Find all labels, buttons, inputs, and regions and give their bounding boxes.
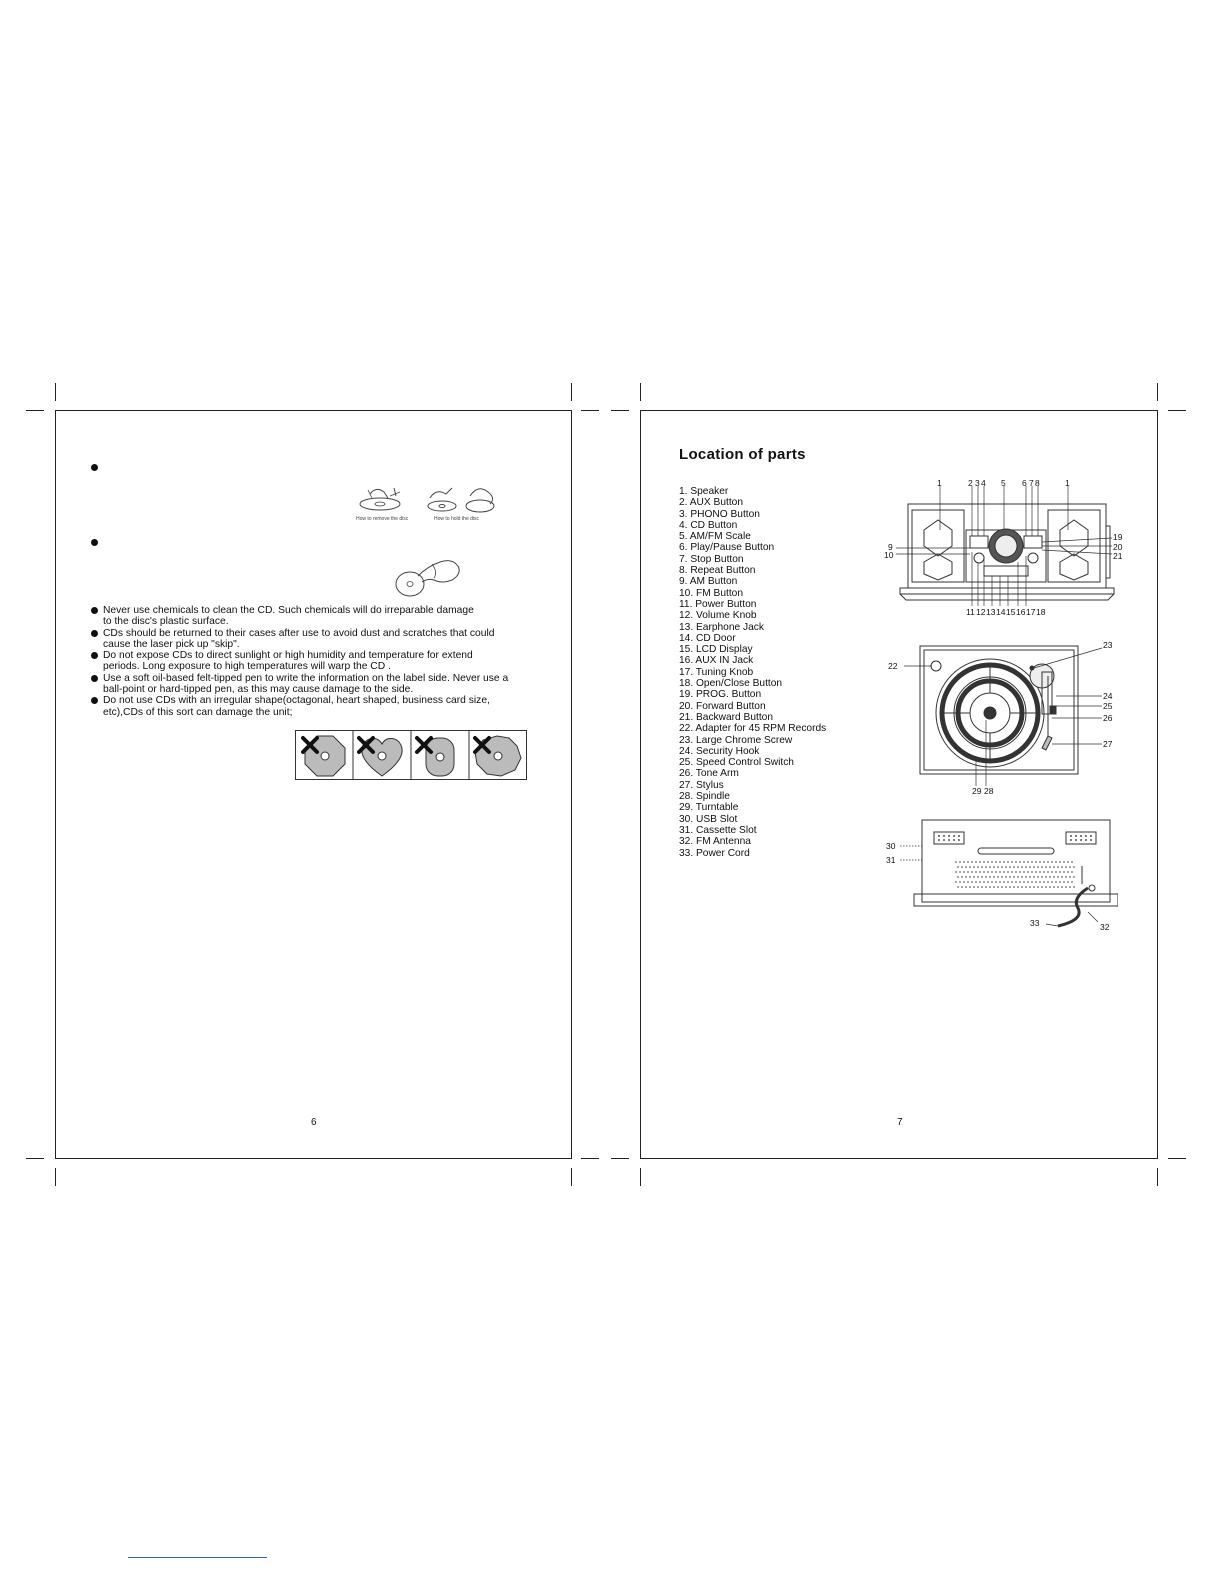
diagram-label: 16 xyxy=(1016,607,1026,617)
diagram-label: 9 xyxy=(888,542,893,552)
parts-list xyxy=(679,486,826,859)
grille-dot xyxy=(1071,861,1073,863)
grille-dot xyxy=(989,876,991,878)
grille-dot xyxy=(1043,871,1045,873)
diagram-label: 8 xyxy=(1035,478,1040,488)
grille-dot xyxy=(1007,871,1009,873)
grille-dot xyxy=(985,886,987,888)
grille-dot xyxy=(1069,876,1071,878)
top-view-diagram xyxy=(884,636,1120,798)
page-number: 6 xyxy=(311,1117,317,1128)
grille-dot xyxy=(1029,866,1031,868)
grille-dot xyxy=(1015,861,1017,863)
grille-dot xyxy=(1047,871,1049,873)
rear-view-diagram xyxy=(882,812,1118,936)
grille-dot xyxy=(1035,861,1037,863)
diagram-label: 24 xyxy=(1103,691,1113,701)
list-item: 25. Speed Control Switch xyxy=(679,757,794,769)
grille-dot xyxy=(1045,876,1047,878)
list-item: 30. USB Slot xyxy=(679,813,738,825)
list-item: Do not use CDs with an irregular shape(octagonal, heart shaped, business card size, etc),CDs of this sort can damage the unit; xyxy=(89,695,559,718)
grille-dot xyxy=(1041,866,1043,868)
grille-dot xyxy=(1017,886,1019,888)
grille-dot xyxy=(1067,871,1069,873)
diagram-label: 1 xyxy=(1065,478,1070,488)
diagram-label: 2 xyxy=(968,478,973,488)
grille-dot xyxy=(1071,871,1073,873)
crop-mark xyxy=(55,1168,56,1186)
front-view-diagram xyxy=(880,476,1130,624)
grille-dot xyxy=(1003,871,1005,873)
grille-dot xyxy=(1023,861,1025,863)
grille-dot xyxy=(1041,876,1043,878)
diagram-label: 18 xyxy=(1036,607,1046,617)
grille-dot xyxy=(961,886,963,888)
crop-mark xyxy=(640,1168,641,1186)
grille-dot xyxy=(993,876,995,878)
grille-dot xyxy=(1023,871,1025,873)
crop-mark xyxy=(611,410,629,411)
grille-dot xyxy=(987,871,989,873)
grille-dot xyxy=(1023,881,1025,883)
list-item: 19. PROG. Button xyxy=(679,689,762,701)
grille-dot xyxy=(1031,881,1033,883)
diagram-label: 28 xyxy=(984,786,994,796)
grille-dot xyxy=(957,876,959,878)
list-item: 22. Adapter for 45 RPM Records xyxy=(679,723,827,735)
crop-mark xyxy=(571,383,572,401)
list-item: 9. AM Button xyxy=(679,576,738,588)
grille-dot xyxy=(989,886,991,888)
grille-dot xyxy=(963,861,965,863)
list-item: 32. FM Antenna xyxy=(679,836,751,848)
crop-mark xyxy=(26,410,44,411)
grille-dot xyxy=(1025,866,1027,868)
grille-dot xyxy=(1029,886,1031,888)
grille-dot xyxy=(1033,866,1035,868)
grille-dot xyxy=(1013,886,1015,888)
grille-dot xyxy=(1045,886,1047,888)
grille-dot xyxy=(1065,886,1067,888)
crop-mark xyxy=(1168,1158,1186,1159)
grille-dot xyxy=(987,881,989,883)
grille-dot xyxy=(1049,866,1051,868)
grille-dot xyxy=(967,881,969,883)
grille-dot xyxy=(981,886,983,888)
list-item: 8. Repeat Button xyxy=(679,565,756,577)
list-item: 6. Play/Pause Button xyxy=(679,542,775,554)
diagram-label: 22 xyxy=(888,661,898,671)
diagram-label: 6 xyxy=(1022,478,1027,488)
grille-dot xyxy=(1041,886,1043,888)
grille-dot xyxy=(981,866,983,868)
grille-dot xyxy=(965,886,967,888)
grille-dot xyxy=(1057,866,1059,868)
grille-dot xyxy=(957,866,959,868)
diagram-label: 4 xyxy=(981,478,986,488)
grille-dot xyxy=(975,871,977,873)
caption-hold-disc: How to hold the disc xyxy=(434,516,480,522)
grille-dot xyxy=(977,886,979,888)
list-item: 15. LCD Display xyxy=(679,644,753,656)
list-item: 29. Turntable xyxy=(679,802,739,814)
diagram-label: 29 xyxy=(972,786,982,796)
grille-dot xyxy=(1021,886,1023,888)
grille-dot xyxy=(963,881,965,883)
diagram-label: 11 xyxy=(966,607,975,617)
grille-dot xyxy=(1015,881,1017,883)
grille-dot xyxy=(1067,861,1069,863)
irregular-cd-shapes xyxy=(295,730,527,780)
diagram-label: 21 xyxy=(1113,551,1123,561)
grille-dot xyxy=(1055,881,1057,883)
list-item: 24. Security Hook xyxy=(679,745,760,757)
grille-dot xyxy=(955,871,957,873)
crop-mark xyxy=(581,1158,599,1159)
grille-dot xyxy=(1009,866,1011,868)
crop-mark xyxy=(1157,383,1158,401)
grille-dot xyxy=(973,866,975,868)
list-item: 7. Stop Button xyxy=(679,553,744,565)
grille-dot xyxy=(959,861,961,863)
grille-dot xyxy=(1011,881,1013,883)
grille-dot xyxy=(1027,881,1029,883)
grille-dot xyxy=(995,871,997,873)
grille-dot xyxy=(1071,881,1073,883)
grille-dot xyxy=(989,866,991,868)
grille-dot xyxy=(1009,886,1011,888)
grille-dot xyxy=(1073,886,1075,888)
grille-dot xyxy=(985,866,987,868)
grille-dot xyxy=(1055,861,1057,863)
grille-dot xyxy=(1039,871,1041,873)
grille-dot xyxy=(1033,886,1035,888)
irregular-cd-illustration xyxy=(295,730,527,780)
grille-dot xyxy=(1019,861,1021,863)
crop-mark xyxy=(581,410,599,411)
grille-dot xyxy=(995,881,997,883)
grille-dot xyxy=(1025,876,1027,878)
speaker-grille xyxy=(955,861,1075,888)
grille-dot xyxy=(1027,871,1029,873)
bullet-dot xyxy=(91,464,98,471)
grille-dot xyxy=(1039,861,1041,863)
grille-dot xyxy=(1049,886,1051,888)
cd-care-list xyxy=(89,605,559,718)
grille-dot xyxy=(995,861,997,863)
grille-dot xyxy=(1029,876,1031,878)
list-item: 21. Backward Button xyxy=(679,711,774,723)
list-item: 31. Cassette Slot xyxy=(679,824,757,836)
diagram-label: 14 xyxy=(996,607,1006,617)
grille-dot xyxy=(1073,866,1075,868)
grille-dot xyxy=(1037,866,1039,868)
grille-dot xyxy=(967,861,969,863)
grille-dot xyxy=(969,876,971,878)
list-item: 16. AUX IN Jack xyxy=(679,655,754,667)
grille-dot xyxy=(1031,871,1033,873)
grille-dot xyxy=(1051,861,1053,863)
list-item: 2. AUX Button xyxy=(679,497,743,509)
grille-dot xyxy=(1053,876,1055,878)
grille-dot xyxy=(1045,866,1047,868)
grille-dot xyxy=(1061,886,1063,888)
diagram-label: 3 xyxy=(975,478,980,488)
grille-dot xyxy=(1049,876,1051,878)
grille-dot xyxy=(1069,866,1071,868)
grille-dot xyxy=(1057,886,1059,888)
grille-dot xyxy=(973,876,975,878)
grille-dot xyxy=(999,861,1001,863)
diagram-label: 20 xyxy=(1113,542,1123,552)
grille-dot xyxy=(1017,866,1019,868)
crop-mark xyxy=(640,383,641,401)
grille-dot xyxy=(1063,871,1065,873)
grille-dot xyxy=(1035,881,1037,883)
grille-dot xyxy=(957,886,959,888)
grille-dot xyxy=(1003,861,1005,863)
page-title: Location of parts xyxy=(679,446,806,463)
crop-mark xyxy=(55,383,56,401)
grille-dot xyxy=(973,886,975,888)
list-item: 12. Volume Knob xyxy=(679,610,757,622)
bullet-dot xyxy=(91,539,98,546)
grille-dot xyxy=(1037,886,1039,888)
grille-dot xyxy=(977,866,979,868)
diagram-label: 31 xyxy=(886,855,896,865)
grille-dot xyxy=(997,866,999,868)
grille-dot xyxy=(1055,871,1057,873)
crop-mark xyxy=(611,1158,629,1159)
diagram-label: 7 xyxy=(1029,478,1034,488)
list-item: 17. Tuning Knob xyxy=(679,666,754,678)
grille-dot xyxy=(983,881,985,883)
grille-dot xyxy=(1007,861,1009,863)
grille-dot xyxy=(971,871,973,873)
list-item: 14. CD Door xyxy=(679,632,736,644)
grille-dot xyxy=(993,886,995,888)
cleaning-cloth-icon xyxy=(388,556,472,600)
grille-dot xyxy=(1047,861,1049,863)
grille-dot xyxy=(1065,876,1067,878)
grille-dot xyxy=(1025,886,1027,888)
grille-dot xyxy=(999,881,1001,883)
grille-dot xyxy=(975,861,977,863)
grille-dot xyxy=(1035,871,1037,873)
diagram-label: 33 xyxy=(1030,918,1040,928)
grille-dot xyxy=(1017,876,1019,878)
hand-disc-icon xyxy=(350,484,506,518)
grille-dot xyxy=(1037,876,1039,878)
grille-dot xyxy=(999,871,1001,873)
diagram-label: 15 xyxy=(1006,607,1016,617)
grille-dot xyxy=(1001,876,1003,878)
grille-dot xyxy=(965,876,967,878)
grille-dot xyxy=(1005,876,1007,878)
grille-dot xyxy=(997,876,999,878)
grille-dot xyxy=(1043,881,1045,883)
grille-dot xyxy=(975,881,977,883)
grille-dot xyxy=(1053,866,1055,868)
grille-dot xyxy=(1051,881,1053,883)
list-item: CDs should be returned to their cases after use to avoid dust and scratches that could cause the laser pick up "skip". xyxy=(89,628,559,651)
diagram-label: 17 xyxy=(1026,607,1036,617)
diagram-label: 25 xyxy=(1103,701,1113,711)
grille-dot xyxy=(1073,876,1075,878)
grille-dot xyxy=(1059,861,1061,863)
grille-dot xyxy=(1011,861,1013,863)
grille-dot xyxy=(1021,866,1023,868)
grille-dot xyxy=(1065,866,1067,868)
grille-dot xyxy=(1007,881,1009,883)
diagram-label: 1 xyxy=(937,478,942,488)
grille-dot xyxy=(1001,886,1003,888)
grille-dot xyxy=(971,861,973,863)
grille-dot xyxy=(1039,881,1041,883)
grille-dot xyxy=(1019,881,1021,883)
grille-dot xyxy=(961,866,963,868)
grille-dot xyxy=(977,876,979,878)
diagram-label: 5 xyxy=(1001,478,1006,488)
grille-dot xyxy=(1013,866,1015,868)
list-item: 18. Open/Close Button xyxy=(679,678,783,690)
list-item: 23. Large Chrome Screw xyxy=(679,734,793,746)
grille-dot xyxy=(1047,881,1049,883)
list-item: 5. AM/FM Scale xyxy=(679,531,751,543)
diagram-label: 26 xyxy=(1103,713,1113,723)
list-item: Use a soft oil-based felt-tipped pen to write the information on the label side. Never use a ball-point or hard-tipped pen, as this may cause damage to the side. xyxy=(89,673,559,696)
grille-dot xyxy=(979,861,981,863)
divider xyxy=(128,1557,267,1558)
grille-dot xyxy=(955,861,957,863)
list-item: 33. Power Cord xyxy=(679,847,750,859)
grille-dot xyxy=(979,871,981,873)
grille-dot xyxy=(991,871,993,873)
grille-dot xyxy=(1067,881,1069,883)
crop-mark xyxy=(1157,1168,1158,1186)
grille-dot xyxy=(969,886,971,888)
grille-dot xyxy=(1059,871,1061,873)
grille-dot xyxy=(1043,861,1045,863)
list-item: 10. FM Button xyxy=(679,587,743,599)
list-item: Never use chemicals to clean the CD. Such chemicals will do irreparable damage to the disc's plastic surface. xyxy=(89,605,559,628)
grille-dot xyxy=(979,881,981,883)
grille-dot xyxy=(1059,881,1061,883)
cleaning-disc-illustration xyxy=(388,556,472,600)
grille-dot xyxy=(981,876,983,878)
grille-dot xyxy=(1005,866,1007,868)
grille-dot xyxy=(1021,876,1023,878)
grille-dot xyxy=(1005,886,1007,888)
grille-dot xyxy=(1001,866,1003,868)
list-item: 11. Power Button xyxy=(679,598,757,610)
grille-dot xyxy=(1069,886,1071,888)
grille-dot xyxy=(969,866,971,868)
diagram-label: 23 xyxy=(1103,640,1113,650)
grille-dot xyxy=(983,871,985,873)
list-item: 20. Forward Button xyxy=(679,700,766,712)
grille-dot xyxy=(1063,861,1065,863)
diagram-label: 32 xyxy=(1100,922,1110,932)
grille-dot xyxy=(997,886,999,888)
grille-dot xyxy=(965,866,967,868)
grille-dot xyxy=(1031,861,1033,863)
caption-remove-disc: How to remove the disc xyxy=(356,516,409,522)
grille-dot xyxy=(967,871,969,873)
grille-dot xyxy=(1009,876,1011,878)
grille-dot xyxy=(1019,871,1021,873)
diagram-label: 19 xyxy=(1113,532,1123,542)
list-item: 28. Spindle xyxy=(679,791,730,803)
grille-dot xyxy=(987,861,989,863)
list-item: 27. Stylus xyxy=(679,779,724,791)
diagram-label: 13 xyxy=(986,607,996,617)
list-item: 13. Earphone Jack xyxy=(679,621,764,633)
grille-dot xyxy=(959,881,961,883)
grille-dot xyxy=(1061,866,1063,868)
list-item: 26. Tone Arm xyxy=(679,768,739,780)
list-item: 4. CD Button xyxy=(679,519,738,531)
grille-dot xyxy=(1061,876,1063,878)
diagram-label: 12 xyxy=(976,607,986,617)
crop-mark xyxy=(26,1158,44,1159)
list-item: Do not expose CDs to direct sunlight or high humidity and temperature for extend periods. Long exposure to high temperatures will warp the CD . xyxy=(89,650,559,673)
page-number: 7 xyxy=(897,1117,903,1128)
grille-dot xyxy=(1011,871,1013,873)
grille-dot xyxy=(985,876,987,878)
diagram-label: 10 xyxy=(884,550,894,560)
grille-dot xyxy=(1053,886,1055,888)
grille-dot xyxy=(993,866,995,868)
grille-dot xyxy=(955,881,957,883)
grille-dot xyxy=(1057,876,1059,878)
list-item: 3. PHONO Button xyxy=(679,508,760,520)
crop-mark xyxy=(1168,410,1186,411)
grille-dot xyxy=(1051,871,1053,873)
grille-dot xyxy=(1015,871,1017,873)
diagram-label: 30 xyxy=(886,841,896,851)
grille-dot xyxy=(983,861,985,863)
grille-dot xyxy=(991,881,993,883)
list-item: 1. Speaker xyxy=(679,486,729,497)
grille-dot xyxy=(991,861,993,863)
disc-handling-illustration xyxy=(350,484,506,526)
crop-mark xyxy=(571,1168,572,1186)
grille-dot xyxy=(971,881,973,883)
grille-dot xyxy=(1027,861,1029,863)
grille-dot xyxy=(1063,881,1065,883)
grille-dot xyxy=(959,871,961,873)
grille-dot xyxy=(1003,881,1005,883)
grille-dot xyxy=(963,871,965,873)
diagram-label: 27 xyxy=(1103,739,1113,749)
grille-dot xyxy=(961,876,963,878)
grille-dot xyxy=(1013,876,1015,878)
grille-dot xyxy=(1033,876,1035,878)
